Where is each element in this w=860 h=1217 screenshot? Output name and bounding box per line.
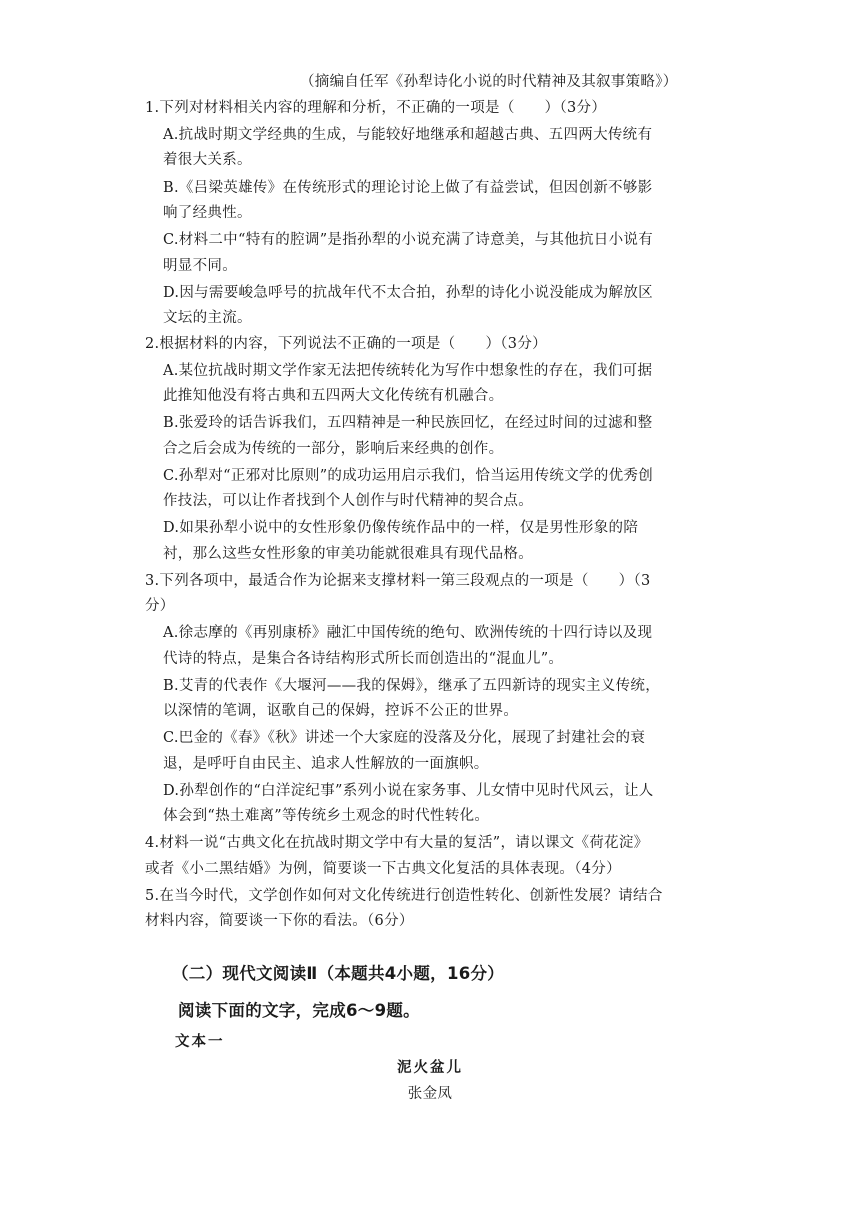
q1-option-d: D.因与需要峻急呼号的抗战年代不太合拍，孙犁的诗化小说没能成为解放区 <box>163 285 653 301</box>
q1-option-a-cont: 着很大关系。 <box>163 152 252 168</box>
source-citation: （摘编自任军《孙犁诗化小说的时代精神及其叙事策略》） <box>300 74 678 90</box>
q3-option-b: B.艾青的代表作《大堰河——我的保姆》，继承了五四新诗的现实主义传统， <box>163 678 661 694</box>
q1-stem-points: ）（3分） <box>544 100 607 116</box>
q3-option-c-cont: 退，是呼吁自由民主、追求人性解放的一面旗帜。 <box>163 756 489 772</box>
text-label: 文本一 <box>175 1034 225 1050</box>
q1-option-c-cont: 明显不同。 <box>163 258 237 274</box>
q2-stem-points: ）（3分） <box>485 336 547 352</box>
q2-option-a-cont: 此推知他没有将古典和五四两大文化传统有机融合。 <box>163 388 504 404</box>
q3-option-b-cont: 以深情的笔调，讴歌自己的保姆，控诉不公正的世界。 <box>163 703 519 719</box>
section-heading: （二）现代文阅读Ⅱ（本题共4小题，16分） <box>172 964 505 983</box>
q3-option-d: D.孙犁创作的“白洋淀纪事”系列小说在家务事、儿女情中见时代风云，让人 <box>163 783 654 799</box>
q4-stem: 4.材料一说“古典文化在抗战时期文学中有大量的复活”，请以课文《荷花淀》 <box>145 835 649 851</box>
q3-stem <box>145 571 651 591</box>
q4-stem-cont: 或者《小二黑结婚》为例，简要谈一下古典文化复活的具体表现。（4分） <box>145 861 621 877</box>
q5-stem: 5.在当今时代，文学创作如何对文化传统进行创造性转化、创新性发展？请结合 <box>145 888 663 904</box>
q2-option-b-cont: 合之后会成为传统的一部分，影响后来经典的创作。 <box>163 441 504 457</box>
q2-option-a: A.某位抗战时期文学作家无法把传统转化为写作中想象性的存在，我们可据 <box>163 363 653 379</box>
story-title: 泥火盆儿 <box>397 1060 463 1076</box>
q2-option-d-cont: 衬，那么这些女性形象的审美功能就很难具有现代品格。 <box>163 546 533 562</box>
q1-stem-text: 1.下列对材料相关内容的理解和分析，不正确的一项是（ <box>145 100 515 116</box>
q2-stem <box>145 334 547 354</box>
q5-stem-cont: 材料内容，简要谈一下你的看法。（6分） <box>145 913 414 929</box>
q3-option-a: A.徐志摩的《再别康桥》融汇中国传统的绝句、欧洲传统的十四行诗以及现 <box>163 625 653 641</box>
q3-stem-text: 3.下列各项中，最适合作为论据来支撑材料一第三段观点的一项是（ <box>145 573 589 589</box>
q1-option-a: A.抗战时期文学经典的生成，与能较好地继承和超越古典、五四两大传统有 <box>163 127 653 143</box>
q3-stem-points: ）（3 <box>618 573 651 589</box>
q2-stem-text: 2.根据材料的内容，下列说法不正确的一项是（ <box>145 336 456 352</box>
q1-option-b-cont: 响了经典性。 <box>163 205 252 221</box>
q1-stem <box>145 98 606 118</box>
section-instruction: 阅读下面的文字，完成6～9题。 <box>178 1001 420 1020</box>
q3-stem-cont: 分） <box>145 598 175 614</box>
q3-option-c: C.巴金的《春》《秋》讲述一个大家庭的没落及分化，展现了封建社会的衰 <box>163 730 646 746</box>
q3-option-d-cont: 体会到“热土难离”等传统乡土观念的时代性转化。 <box>163 808 490 824</box>
q2-option-c-cont: 作技法，可以让作者找到个人创作与时代精神的契合点。 <box>163 493 533 509</box>
q1-option-c: C.材料二中“特有的腔调”是指孙犁的小说充满了诗意美，与其他抗日小说有 <box>163 232 654 248</box>
q3-option-a-cont: 代诗的特点，是集合各诗结构形式所长而创造出的“混血儿”。 <box>163 651 564 667</box>
q1-option-b: B.《吕梁英雄传》在传统形式的理论讨论上做了有益尝试，但因创新不够影 <box>163 180 653 196</box>
q1-option-d-cont: 文坛的主流。 <box>163 310 252 326</box>
q2-option-b: B.张爱玲的话告诉我们，五四精神是一种民族回忆，在经过时间的过滤和整 <box>163 415 653 431</box>
story-author: 张金凤 <box>407 1086 453 1102</box>
q2-option-c: C.孙犁对“正邪对比原则”的成功运用启示我们，恰当运用传统文学的优秀创 <box>163 468 654 484</box>
q2-option-d: D.如果孙犁小说中的女性形象仍像传统作品中的一样，仅是男性形象的陪 <box>163 520 639 536</box>
